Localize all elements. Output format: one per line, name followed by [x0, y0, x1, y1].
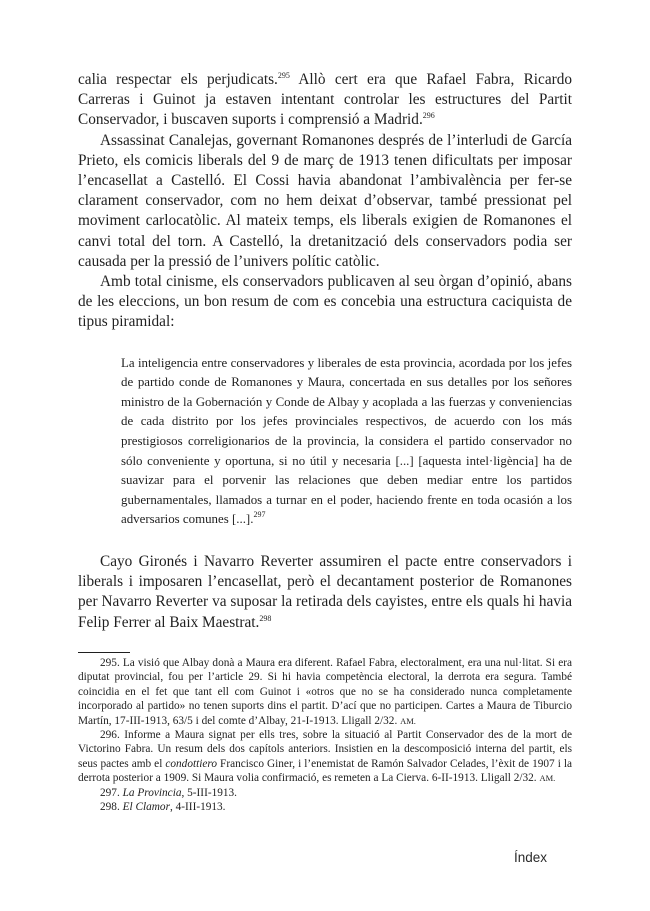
block-quote [121, 354, 572, 530]
footnote-date: , 4-III-1913. [169, 801, 226, 814]
footnote-date: , 5-III-1913. [181, 786, 238, 799]
footnote [78, 728, 572, 786]
paragraph [78, 70, 572, 131]
paragraph: Assassinat Canalejas, governant Romanones després de l’interludi de García Prieto, els comicis liberals del 9 de març de 1913 tenen dificultats per imposar l’encasellat a Castelló. El Cossi havia abandonat l’ambivalència per fer-se clarament conservador, com no hem deixat d’observar, també pressionat pel moviment carlocatòlic. Al mateix temps, els liberals exigien de Romanones el canvi total del torn. A Castelló, la dretanització dels conservadors podia ser causada per la pressió de l’univers polític catòlic. [78, 131, 572, 270]
footnote-divider [78, 652, 130, 653]
footnote [78, 800, 572, 814]
index-link[interactable]: Índex [514, 850, 548, 865]
paragraph-text: Cayo Gironés i Navarro Reverter assumiren el pacte entre conservadors i liberals i imposaren l’encasellat, però el decantament posterior de Romanones per Navarro Reverter va suposar la retirada dels cayistes, entre els quals hi havia Felip Ferrer al Baix Maestrat. [78, 552, 572, 631]
archive-abbr: AM. [400, 715, 416, 726]
quote-text: La inteligencia entre conservadores y liberales de esta provincia, acordada por los jefes de partido conde de Romanones y Maura, concertada en sus detalles por los señores ministro de la Gobernación y Conde de Albay y acoplada a las fuerzas y conveniencias de cada distrito por los jefes provinciales respectivos, de acuerdo con los más prestigiosos correligionarios de la provincia, la considera el partido conservador no sólo conveniente y oportuna, si no útil y necesaria [...] [aquesta intel·ligència] ha de suavizar para el porvenir las relaciones que deben mediar entre los partidos gubernamentales, llamados a turnar en el poder, haciendo frente en toda ocasión a los adversarios comunes [...]. [121, 355, 572, 527]
footnote-ref[interactable]: 296 [422, 111, 435, 121]
paragraph-text: calia respectar els perjudicats. [78, 71, 278, 88]
paragraph [78, 552, 572, 633]
footnote-ref[interactable]: 297 [253, 510, 266, 520]
footnotes [78, 656, 572, 814]
footnote-ref[interactable]: 298 [259, 613, 272, 623]
footnote-text: 295. La visió que Albay donà a Maura era diferent. Rafael Fabra, electoralment, era una nul·litat. Si era diputat provincial, fou per l’article 29. Si hi havia competència electoral, la derrota era segura. També coincidia en el fet que tant ell com Guinot i «otros que no se ha considerado nunca completamente incorporado al partido» no tenen suports dins el partit. D’ací que no participen. Cartes a Maura de Tiburcio Martín, 17-III-1913, 63/5 i del comte d’Albay, 21-I-1913. Lligall 2/32. [78, 657, 572, 727]
footnote-number: 297. [100, 786, 123, 799]
source-title: El Clamor [122, 801, 170, 814]
paragraph-text: Allò cert era que Rafael Fabra, Ricardo Carreras i Guinot ja estaven intentant controlar les estructures del Partit Conservador, i buscaven suports i comprensió a Madrid. [78, 71, 572, 129]
source-title: La Provincia [122, 786, 182, 799]
footnote [78, 786, 572, 800]
footnote-number: 298. [100, 801, 123, 814]
footnote-italic: condottiero [165, 757, 218, 770]
footnote-ref[interactable]: 295 [277, 71, 290, 80]
footnote-text: Francisco Giner, i l’enemistat de Ramón Salvador Celades, l’èxit de 1907 i la derrota posterior a 1909. Si Maura volia confirmació, es remeten a La Cierva. 6-II-1913. Lligall 2/32. [78, 757, 572, 785]
footnote-text: 296. Informe a Maura signat per ells tres, sobre la situació al Partit Conservador des de la mort de Victorino Fabra. Un resum dels dos capítols anteriors. Insistien en la descomposició interna del partit, els seus pactes amb el [78, 729, 572, 770]
footnote [78, 656, 572, 728]
main-text [78, 70, 572, 633]
archive-abbr: AM. [539, 773, 556, 784]
paragraph: Amb total cinisme, els conservadors publicaven al seu òrgan d’opinió, abans de les eleccions, un bon resum de com es concebia una estructura caciquista de tipus piramidal: [78, 273, 572, 331]
